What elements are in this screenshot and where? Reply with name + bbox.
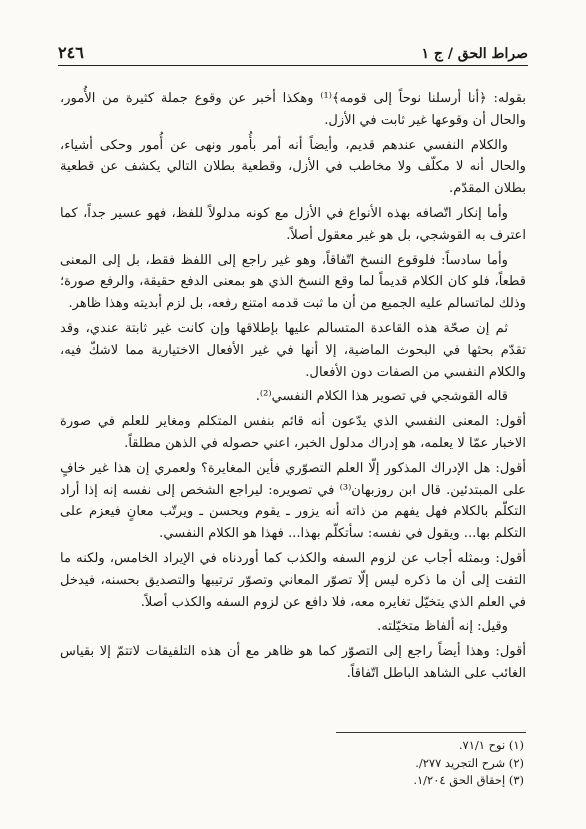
paragraph: وأما سادساً: فلوقوع النسخ اتّفاقاً، وهو غير راجع إلى اللفظ فقط، بل إلى المعنى قطعاً، فلو كان الكلام قديماً لما وقع النسخ الذي هو بمعنى الدفع حقيقة، والرفع صورة؛ وذلك لماتسالم عليه الجميع من أن ما ثبت قدمه امتنع رفعه، بل لزم أبديته وهذا ظاهر.	[60, 252, 526, 312]
paragraph: أقول: المعنى النفسي الذي يدّعون أنه قائم بنفس المتكلم ومغاير للعلم في صورة الاخبار عمّا لا يعلمه، هو إدراك مدلول الخبر، اعني حصوله في الذهن مطلقاً.	[60, 414, 526, 451]
footnote: (٣) إحقاق الحق ١/٢٠٤.	[413, 773, 524, 787]
paragraph: بقوله: ﴿أنا أرسلنا نوحاً إلى قومه﴾⁽¹⁾ وهكذا أخبر عن وقوع جملة كثيرة من الأُمور، والحال أن وقوعها غير ثابت في الأزل.	[60, 91, 526, 128]
paragraph: أقول: وبمثله أجاب عن لزوم السفه والكذب كما أوردناه في الإيراد الخامس، ولكنه ما التفت إلى أن ما ذكره ليس إلّا تصوّر المعاني وتصوّر ترتيبها والتصديق بحسنه، فيدخل في العلم الذي يتخيّل تغايره معه، فلا دافع عن لزوم السفه والكذب أصلاً.	[60, 550, 526, 610]
footnote-divider	[336, 732, 526, 733]
paragraph: وقيل: إنه ألفاظ متخيّلته.	[377, 619, 508, 635]
running-title: صراط الحق / ج ١	[421, 46, 528, 62]
footnote: (٢) شرح التجريد ٢٧٧/.	[415, 755, 524, 770]
paragraph: والكلام النفسي عندهم قديم، وأيضاً أنه أمر بأُمور ونهى عن أُمور وحكى أشياء، والحال أنه لا مكلّف ولا مخاطب في الأزل، وقطعية بطلان التالي يكشف عن قطعية بطلان المقدّم.	[60, 137, 526, 197]
paragraph: قاله القوشجي في تصوير هذا الكلام النفسي⁽²⁾.	[255, 389, 508, 405]
footnotes	[224, 737, 524, 790]
page-header	[58, 36, 528, 66]
paragraph: وأما إنكار اتّصافه بهذه الأنواع في الأزل مع كونه مدلولاً للفظ، فهو عسير جداً، كما اعترف به القوشجي، بل هو غير معقول أصلاً.	[60, 205, 526, 243]
paragraph: ثم إن صحّة هذه القاعدة المتسالم عليها بإطلاقها وإن كانت غير ثابتة عندي، وقد تقدّم بحثها في البحوث الماضية، إلا أنها في غير الأفعال الاختيارية مما لاشكّ فيه، والكلام النفسي من الصفات دون الأفعال.	[60, 320, 526, 380]
footnote: (١) نوح ٧١/١.	[458, 738, 524, 752]
paragraph: أقول: هل الإدراك المذكور إلّا العلم التصوّري فأين المغايرة؟ ولعمري إن هذا غير خافٍ على المبتدئين. قال ابن روزبهان⁽³⁾ في تصويره: ليراجع الشخص إلى نفسه إنه إذا أراد التكلّم بالكلام فهل يفهم من ذاته أنه يزور ـ يقوم ويحسن ـ ويرتّب معانٍ فيعزم على التكلم بها... ويقول في نفسه: سأتكلّم بهذا... فهذا هو الكلام النفسي.	[60, 460, 526, 542]
main-text	[60, 88, 526, 688]
page-number: ٢٤٦	[58, 43, 84, 62]
paragraph: أقول: وهذا أيضاً راجع إلى التصوّر كما هو ظاهر مع أن هذه التلفيقات لاتتمّ إلا بقياس الغائب على الشاهد الباطل اتّفاقاً.	[60, 644, 526, 681]
